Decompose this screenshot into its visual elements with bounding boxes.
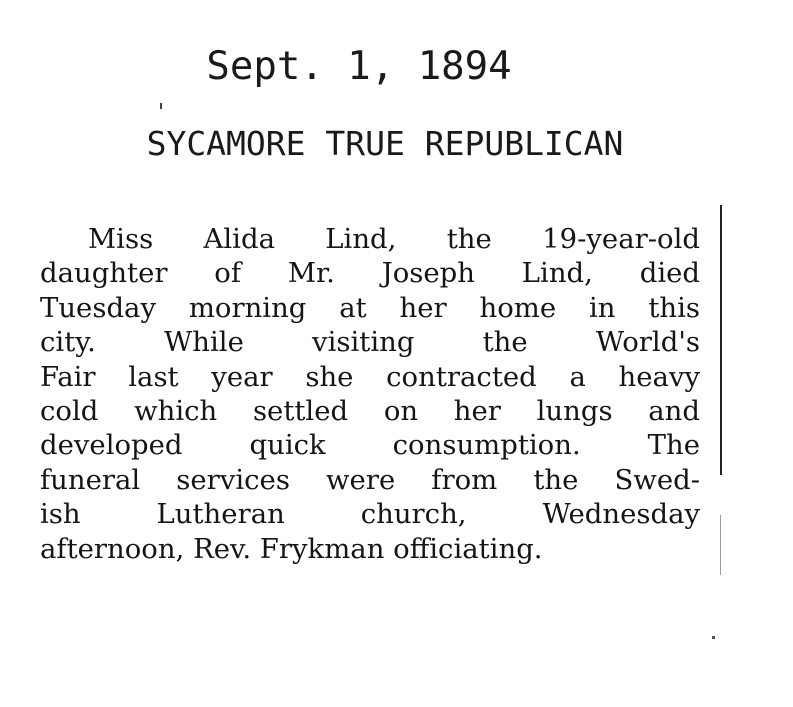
article-line: Fair last year she contracted a heavy	[40, 360, 700, 393]
newspaper-name: SYCAMORE TRUE REPUBLICAN	[146, 124, 624, 163]
clipping-date: Sept. 1, 1894	[206, 44, 512, 89]
column-rule-faint	[720, 515, 721, 575]
article-line: funeral services were from the Swed-	[40, 463, 700, 496]
print-speck	[712, 636, 715, 639]
obituary-article	[40, 222, 700, 566]
print-speck	[160, 103, 162, 109]
article-line: city. While visiting the World's	[40, 326, 700, 359]
article-line: cold which settled on her lungs and	[40, 394, 700, 427]
article-line: afternoon, Rev. Frykman officiating.	[40, 532, 543, 565]
article-line: Tuesday morning at her home in this	[40, 291, 700, 324]
article-line: developed quick consumption. The	[40, 429, 700, 462]
article-line: daughter of Mr. Joseph Lind, died	[40, 257, 700, 290]
article-line: Miss Alida Lind, the 19-year-old	[88, 223, 700, 255]
column-rule	[720, 205, 722, 475]
article-line: ish Lutheran church, Wednesday	[40, 498, 700, 531]
